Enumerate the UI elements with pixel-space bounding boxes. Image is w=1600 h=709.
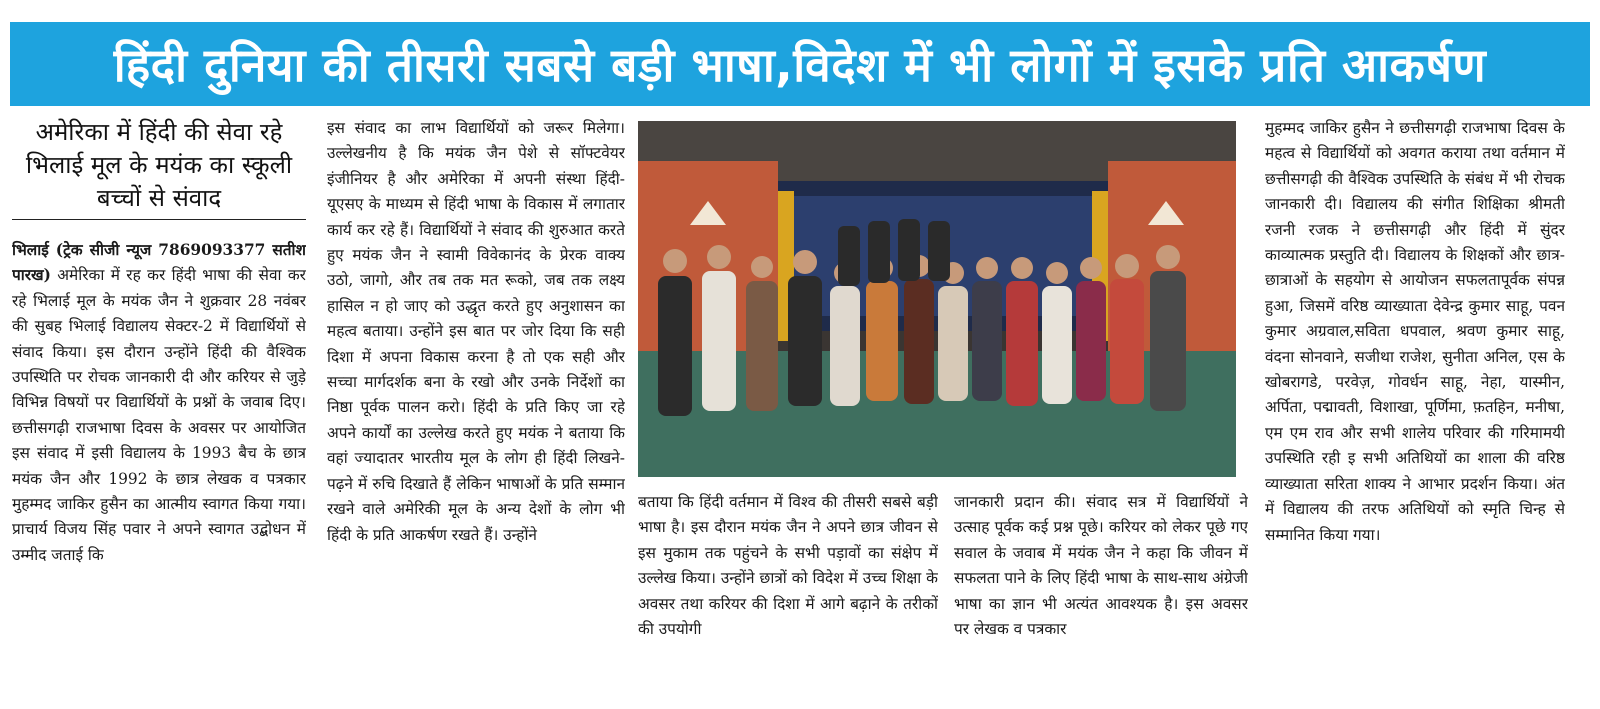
article-column-5: [1265, 116, 1565, 706]
article-column-4: [954, 490, 1248, 706]
article-column-3: [638, 490, 938, 706]
byline: भिलाई (ट्रेक सीजी न्यूज 7869093377 सतीश पारख): [12, 241, 306, 285]
column-1-body: अमेरिका में रह कर हिंदी भाषा की सेवा कर रहे भिलाई मूल के मयंक जैन ने शुक्रवार 28 नवंबर की सुबह भिलाई विद्यालय सेक्टर-2 में विद्यार्थियों से संवाद किया। इस दौरान उन्होंने हिंदी की वैश्विक उपस्थिति पर रोचक जानकारी दी और करियर से जुड़े विभिन्न विषयों पर विद्यार्थियों के प्रश्नों के जवाब दिए। छत्तीसगढ़ी राजभाषा दिवस के अवसर पर आयोजित इस संवाद में इसी विद्यालय के 1993 बैच के छात्र मयंक जैन और 1992 के छात्र लेखक व पत्रकार मुहम्मद जाकिर हुसैन का आत्मीय स्वागत किया गया। प्राचार्य विजय सिंह पवार ने अपने स्वागत उद्बोधन में उम्मीद जताई कि: [12, 266, 306, 564]
column-4-body: जानकारी प्रदान की। संवाद सत्र में विद्यार्थियों ने उत्साह पूर्वक कई प्रश्न पूछे। करियर को लेकर पूछे गए सवाल के जवाब में मयंक जैन ने कहा कि जीवन में सफलता पाने के लिए हिंदी भाषा के साथ-साथ अंग्रेजी भाषा का ज्ञान भी अत्यंत आवश्यक है। इस अवसर पर लेखक व पत्रकार: [954, 493, 1248, 639]
column-3-body: बताया कि हिंदी वर्तमान में विश्व की तीसरी सबसे बड़ी भाषा है। इस दौरान मयंक जैन ने अपने छात्र जीवन से इस मुकाम तक पहुंचने के सभी पड़ावों का संक्षेप में उल्लेख किया। उन्होंने छात्रों को विदेश में उच्च शिक्षा के अवसर तथा करियर की दिशा में आगे बढ़ाने के तरीकों की उपयोगी: [638, 493, 938, 639]
column-2-body: इस संवाद का लाभ विद्यार्थियों को जरूर मिलेगा। उल्लेखनीय है कि मयंक जैन पेशे से सॉफ्टवेयर इंजीनियर है और अमेरिका में अपनी संस्था हिंदी-यूएसए के माध्यम से हिंदी भाषा के विकास में लगातार कार्य कर रहे हैं। विद्यार्थियों ने संवाद की शुरुआत करते हुए मयंक जैन ने स्वामी विवेकानंद के प्रेरक वाक्य उठो, जागो, और तब तक मत रूको, जब तक लक्ष्य हासिल न हो जाए को उद्धृत करते हुए अनुशासन का महत्व बताया। उन्होंने इस बात पर जोर दिया कि सही दिशा में अपना विकास करना है तो एक सही और सच्चा मार्गदर्शक बना के रखो और उनके निर्देशों का निष्ठा पूर्वक पालन करो। हिंदी के प्रति किए जा रहे अपने कार्यों का उल्लेख करते हुए मयंक ने बताया कि वहां ज्यादातर भारतीय मूल के लोग ही हिंदी लिखने-पढ़ने में रुचि दिखाते हैं लेकिन भाषाओं के प्रति सम्मान रखने वाले अमेरिकी मूल के अन्य देशों के लोग भी हिंदी के प्रति आकर्षण रखते हैं। उन्होंने: [327, 119, 625, 544]
column-5-body: मुहम्मद जाकिर हुसैन ने छत्तीसगढ़ी राजभाषा दिवस के महत्व से विद्यार्थियों को अवगत कराया तथा वर्तमान में छत्तीसगढ़ी की वैश्विक उपस्थिति के संबंध में भी रोचक जानकारी दी। विद्यालय की संगीत शिक्षिका श्रीमती रजनी रजक ने छत्तीसगढ़ी और हिंदी में सुंदर काव्यात्मक प्रस्तुति दी। विद्यालय के शिक्षकों और छात्र-छात्राओं के सहयोग से आयोजन सफलतापूर्वक संपन्न हुआ, जिसमें वरिष्ठ व्याख्याता देवेन्द्र कुमार साहू, पवन कुमार अग्रवाल,सविता धपवाल, श्रवण कुमार साहू, वंदना सोनवाने, सजीथा राजेश, सुनीता अनिल, एस के खोबरागडे, परवेज़, गोवर्धन साहू, नेहा, यास्मीन, अर्पिता, पद्मावती, विशाखा, पूर्णिमा, फ़तहिन, मनीषा, एम एम राव और सभी शालेय परिवार की गरिमामयी उपस्थिति रही इ सभी अतिथियों का शाला की वरिष्ठ व्याख्याता सरिता शाक्य ने आभार प्रदर्शन किया। अंत में विद्यालय की तरफ अतिथियों को स्मृति चिन्ह से सम्मानित किया गया।: [1265, 119, 1565, 544]
page-top-strip: [0, 0, 1600, 14]
article-column-1: [12, 116, 306, 706]
article-column-2: [327, 116, 625, 706]
column-1-text: [12, 238, 306, 568]
group-photo: [638, 121, 1236, 477]
group-photo-illustration: [638, 121, 1236, 477]
sub-headline: अमेरिका में हिंदी की सेवा रहे भिलाई मूल के मयंक का स्कूली बच्चों से संवाद: [12, 116, 306, 220]
main-headline: हिंदी दुनिया की तीसरी सबसे बड़ी भाषा,विदेश में भी लोगों में इसके प्रति आकर्षण: [10, 22, 1590, 106]
